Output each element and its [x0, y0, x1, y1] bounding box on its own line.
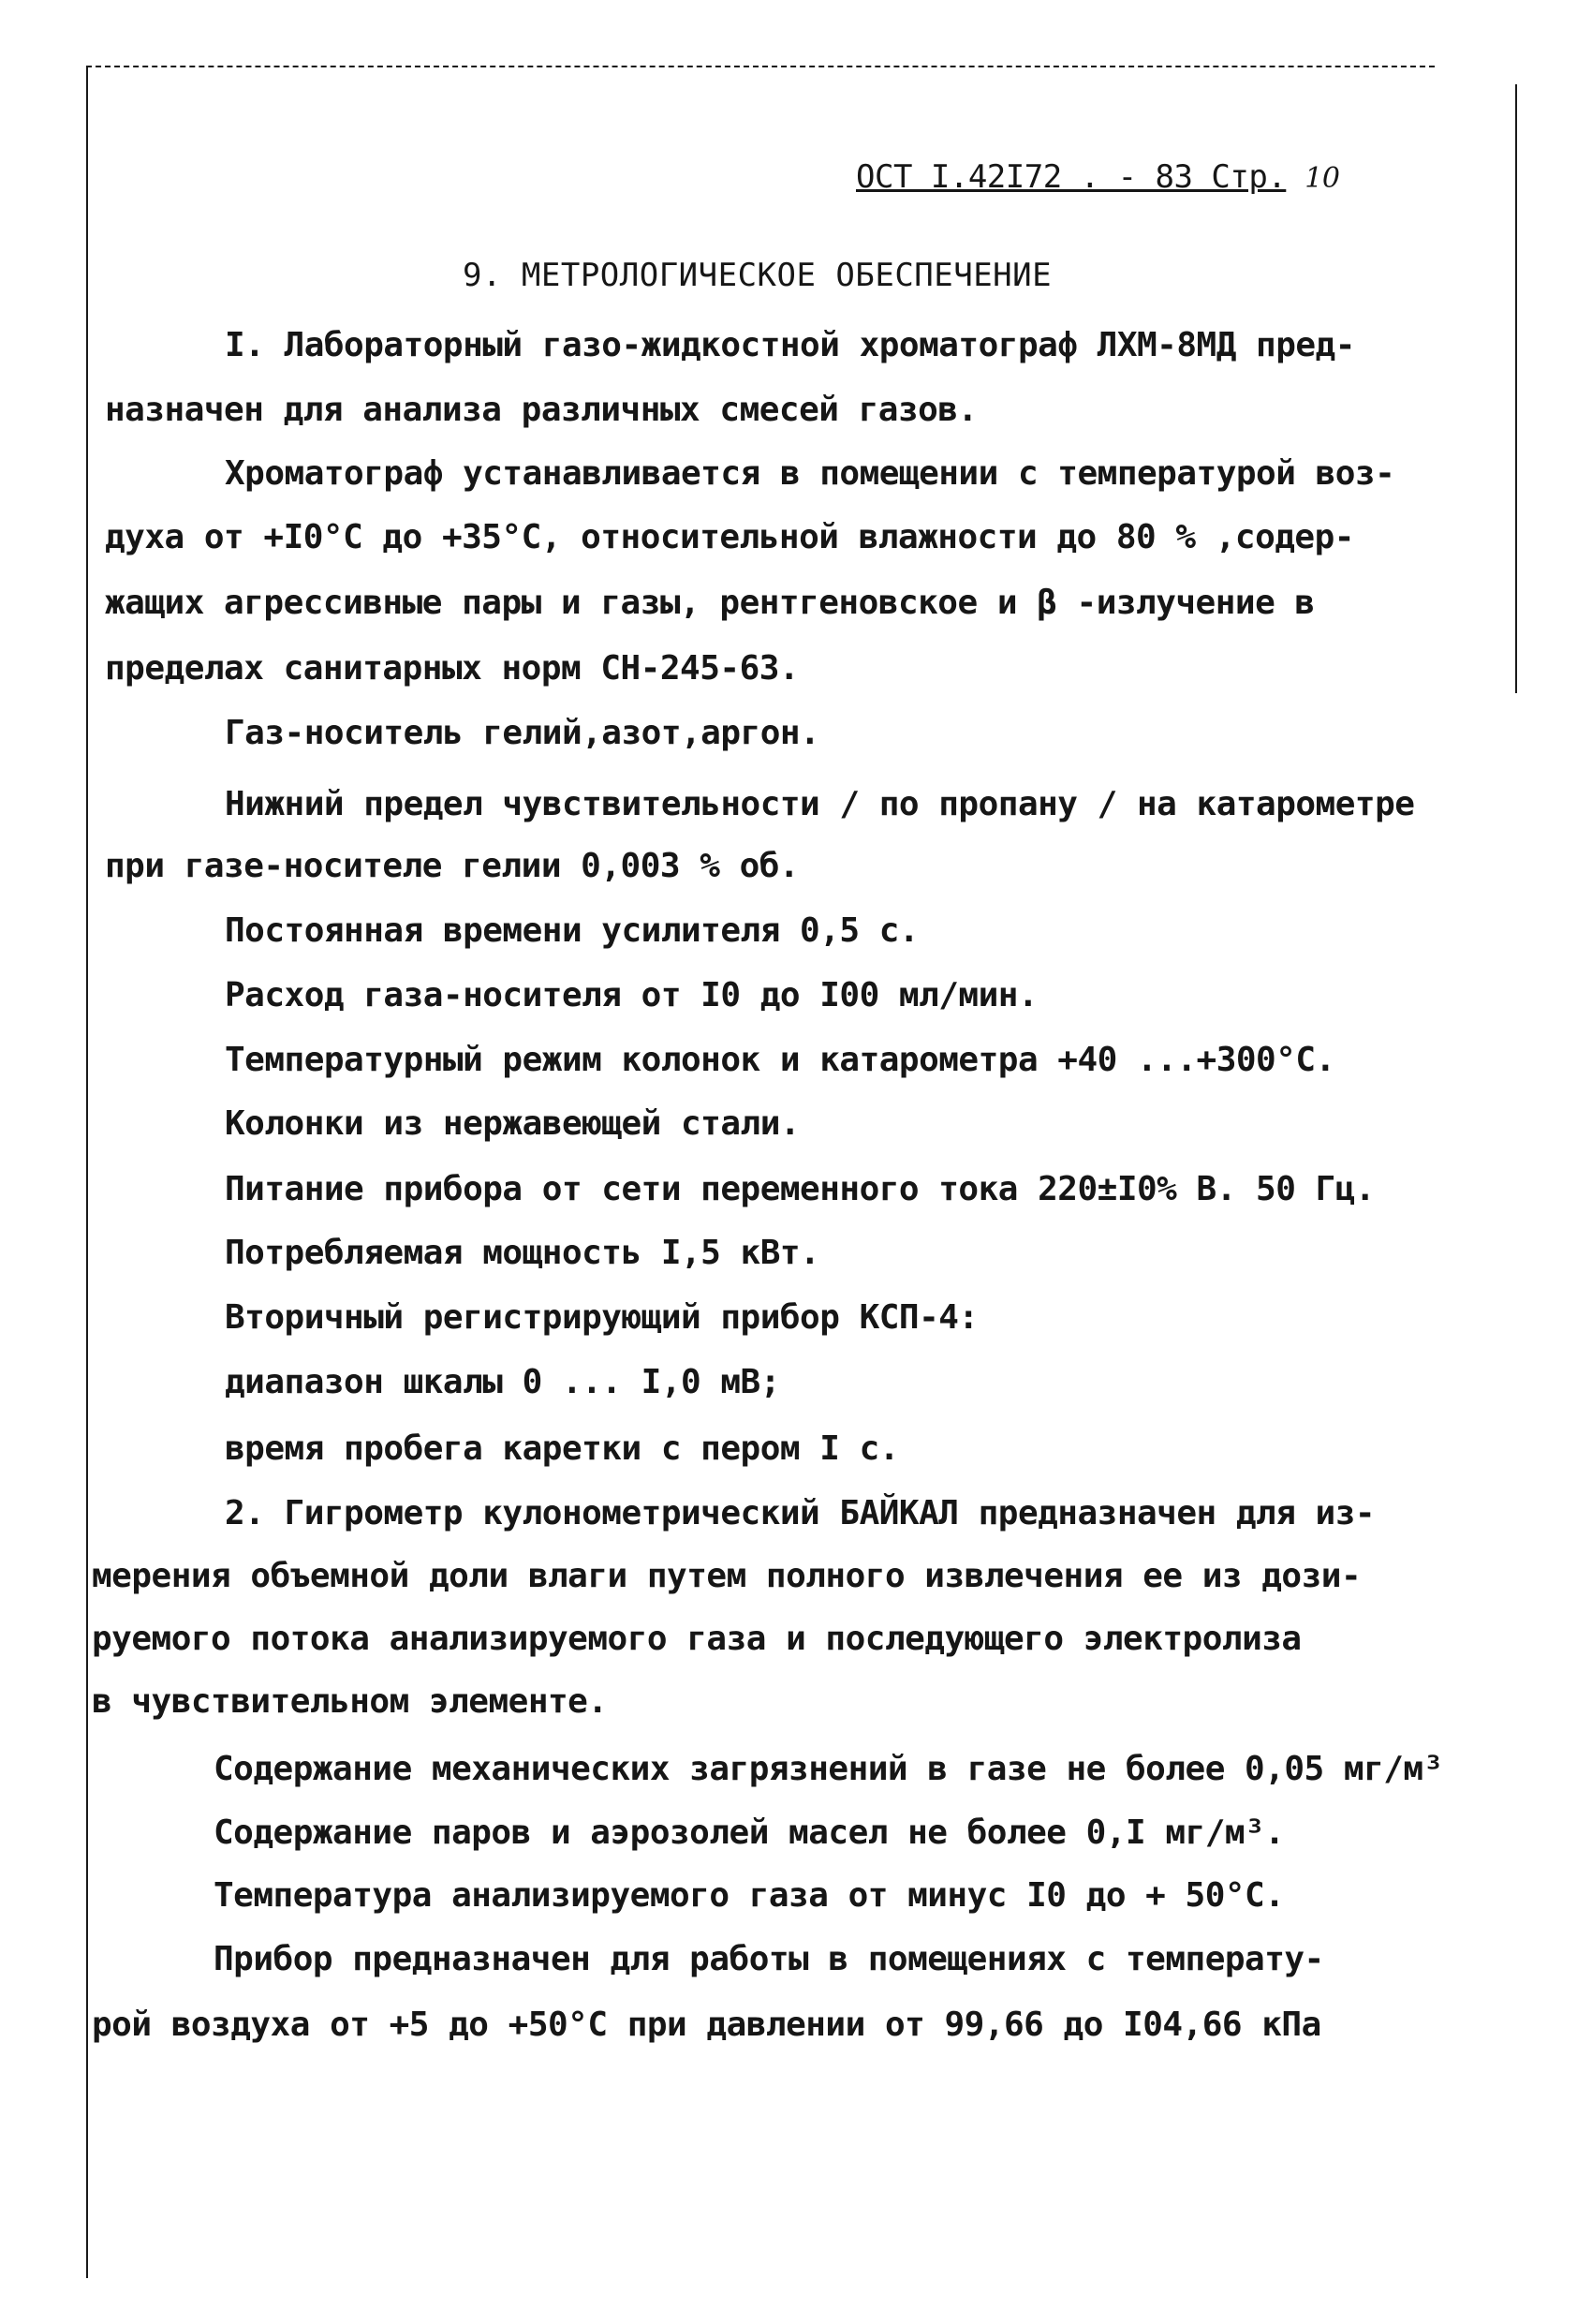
- text-line: Нижний предел чувствительности / по пропану / на катарометре: [225, 785, 1415, 823]
- text-line: духа от +І0°С до +35°С, относительной влажности до 80 % ,содер-: [105, 518, 1354, 556]
- page-number: 10: [1305, 162, 1340, 195]
- text-line: Колонки из нержавеющей стали.: [225, 1104, 801, 1143]
- page-frame-left-rule: [86, 67, 88, 2278]
- text-line: жащих агрессивные пары и газы, рентгеновское и β -излучение в: [105, 584, 1315, 622]
- text-line: при газе-носителе гелии 0,003 % об.: [105, 847, 800, 885]
- standard-code: ОСТ І.42І72 . - 83 Стр.: [856, 158, 1287, 196]
- text-line: рой воздуха от +5 до +50°С при давлении от 99,66 до І04,66 кПа: [92, 2006, 1321, 2044]
- text-line: Расход газа-носителя от І0 до І00 мл/мин.: [225, 976, 1039, 1014]
- page-frame-top-rule: [86, 66, 1435, 67]
- text-line: назначен для анализа различных смесей газов.: [105, 391, 978, 429]
- text-line: Постоянная времени усилителя 0,5 с.: [225, 911, 920, 950]
- text-line: Газ-носитель гелий,азот,аргон.: [225, 714, 820, 752]
- document-header: [856, 157, 1339, 199]
- text-line: Содержание механических загрязнений в газе не более 0,05 мг/м³: [214, 1750, 1443, 1788]
- text-line: Температурный режим колонок и катарометра +40 ...+300°С.: [225, 1041, 1335, 1079]
- text-line: диапазон шкалы 0 ... І,0 мВ;: [225, 1363, 780, 1401]
- text-line: пределах санитарных норм СН-245-63.: [105, 649, 800, 688]
- text-line: Вторичный регистрирующий прибор КСП-4:: [225, 1298, 979, 1337]
- text-line: Содержание паров и аэрозолей масел не более 0,І мг/м³.: [214, 1813, 1285, 1852]
- text-line: Потребляемая мощность І,5 кВт.: [225, 1234, 820, 1272]
- page-frame-right-rule: [1515, 84, 1517, 693]
- text-line: І. Лабораторный газо-жидкостной хроматограф ЛХМ-8МД пред-: [225, 326, 1355, 364]
- text-line: 2. Гигрометр кулонометрический БАЙКАЛ предназначен для из-: [225, 1494, 1376, 1532]
- section-heading: 9. МЕТРОЛОГИЧЕСКОЕ ОБЕСПЕЧЕНИЕ: [463, 257, 1053, 294]
- text-line: в чувствительном элементе.: [92, 1682, 608, 1721]
- text-line: мерения объемной доли влаги путем полного извлечения ее из дози-: [92, 1557, 1362, 1595]
- text-line: Прибор предназначен для работы в помещениях с температу-: [214, 1940, 1324, 1978]
- text-line: Температура анализируемого газа от минус І0 до + 50°С.: [214, 1876, 1285, 1915]
- text-line: Хроматограф устанавливается в помещении с температурой воз-: [225, 454, 1395, 493]
- text-line: время пробега каретки с пером І с.: [225, 1429, 899, 1468]
- text-line: руемого потока анализируемого газа и последующего электролиза: [92, 1620, 1302, 1658]
- text-line: Питание прибора от сети переменного тока 220±І0% В. 50 Гц.: [225, 1170, 1376, 1208]
